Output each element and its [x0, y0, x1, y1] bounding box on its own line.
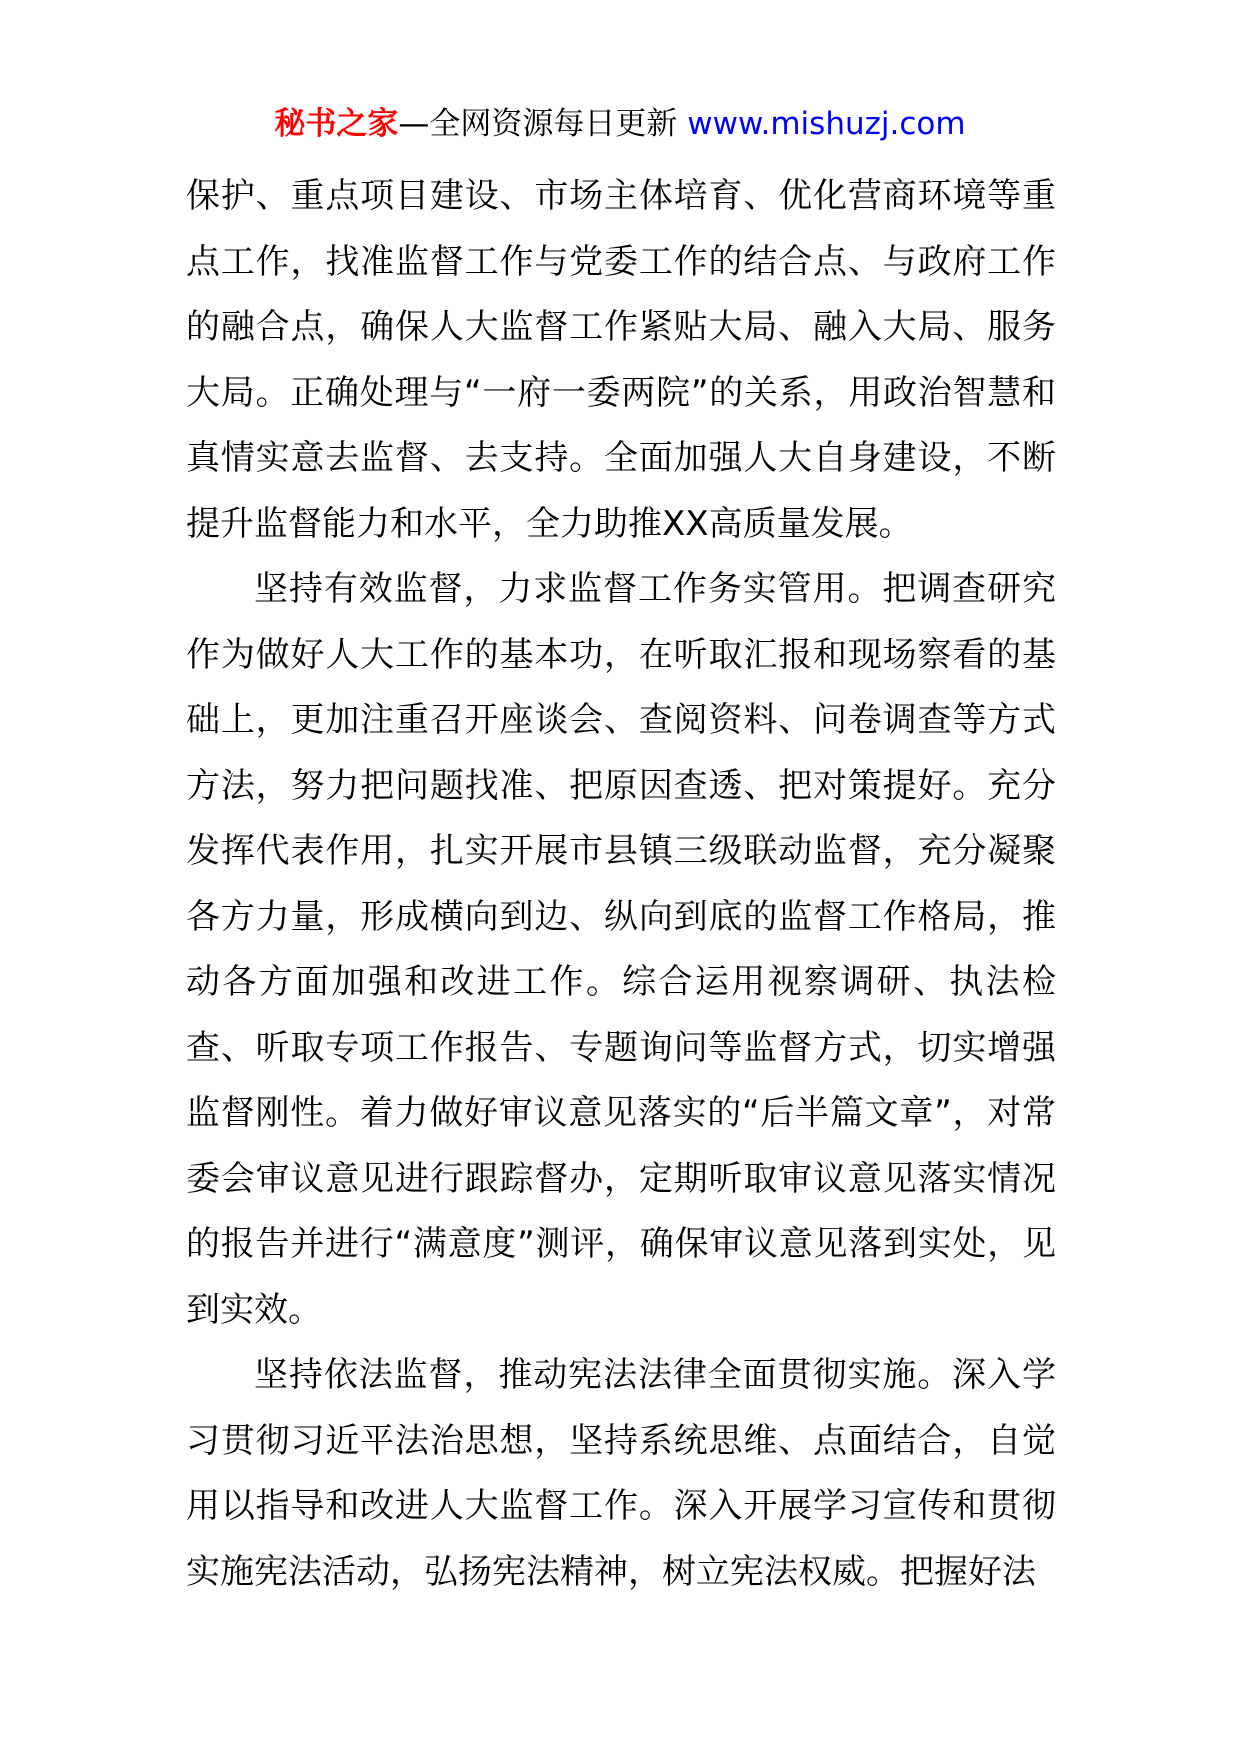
page-header: [0, 102, 1240, 146]
paragraph-lawful-supervision: 坚持依法监督，推动宪法法律全面贯彻实施。深入学习贯彻习近平法治思想，坚持系统思维、点面结合，自觉用以指导和改进人大监督工作。深入开展学习宣传和贯彻实施宪法活动，弘扬宪法精神，树立宪法权威。把握好法: [186, 1355, 1056, 1592]
header-url-link[interactable]: www.mishuzj.com: [687, 106, 966, 142]
paragraph-continued: 保护、重点项目建设、市场主体培育、优化营商环境等重点工作，找准监督工作与党委工作的结合点、与政府工作的融合点，确保人大监督工作紧贴大局、融入大局、服务大局。正确处理与“一府一委两院”的关系，用政治智慧和真情实意去监督、去支持。全面加强人大自身建设，不断提升监督能力和水平，全力助推XX高质量发展。: [186, 176, 1056, 544]
document-body: [186, 164, 1056, 1605]
paragraph-effective-supervision: 坚持有效监督，力求监督工作务实管用。把调查研究作为做好人大工作的基本功，在听取汇报和现场察看的基础上，更加注重召开座谈会、查阅资料、问卷调查等方式方法，努力把问题找准、把原因查透、把对策提好。充分发挥代表作用，扎实开展市县镇三级联动监督，充分凝聚各方力量，形成横向到边、纵向到底的监督工作格局，推动各方面加强和改进工作。综合运用视察调研、执法检查、听取专项工作报告、专题询问等监督方式，切实增强监督刚性。着力做好审议意见落实的“后半篇文章”，对常委会审议意见进行跟踪督办，定期听取审议意见落实情况的报告并进行“满意度”测评，确保审议意见落到实处，见到实效。: [186, 569, 1056, 1330]
header-brand: 秘书之家: [274, 106, 399, 142]
header-tagline: —全网资源每日更新: [398, 106, 678, 142]
